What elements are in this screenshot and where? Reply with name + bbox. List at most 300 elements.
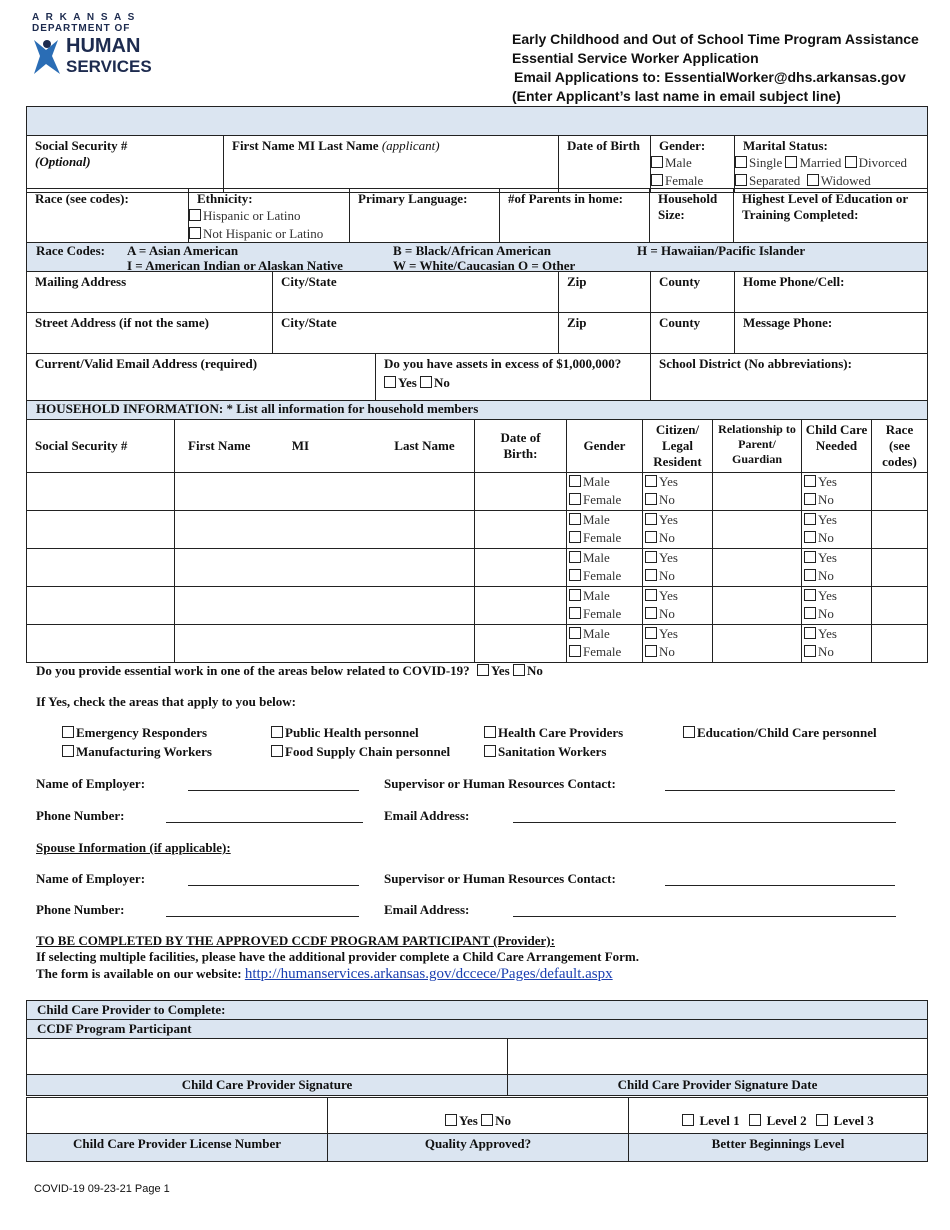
hh-childcare-opt-a — [804, 587, 869, 605]
spouse-heading: Spouse Information (if applicable): — [36, 840, 231, 855]
race-code-w: W = White/Caucasian O = Other — [393, 258, 576, 273]
hh-col-ssn — [27, 420, 175, 473]
hh-citizen-yes-label: Yes — [659, 550, 678, 565]
table-row — [27, 587, 928, 625]
hh-col-name — [175, 420, 475, 473]
hh-gender-male-label: Male — [583, 512, 610, 527]
area-2 — [484, 725, 623, 741]
provider-band-2-label: CCDF Program Participant — [37, 1021, 192, 1036]
area-3-label: Education/Child Care personnel — [697, 725, 877, 740]
ethnicity-cell — [189, 189, 350, 246]
separated-checkbox[interactable] — [735, 174, 747, 186]
quality-no-checkbox[interactable] — [481, 1114, 493, 1126]
signature-label-cell — [27, 1075, 508, 1096]
language-label: Primary Language: — [358, 191, 468, 206]
hh-dob-input[interactable] — [475, 473, 567, 511]
city-state-2-label: City/State — [281, 315, 337, 330]
provider-website-link[interactable]: http://humanservices.arkansas.gov/dccece/Pages/default.aspx — [244, 966, 613, 982]
hh-gender-opt-a — [569, 473, 640, 491]
area-6-checkbox[interactable] — [484, 745, 496, 757]
hh-citizen-no-checkbox[interactable] — [645, 531, 657, 543]
hh-gender-opt-a — [569, 511, 640, 529]
eth-hispanic-option — [189, 207, 347, 225]
hh-citizen-cell — [643, 625, 713, 663]
hh-childcare-no-label: No — [818, 492, 834, 507]
hh-citizen-no-checkbox[interactable] — [645, 569, 657, 581]
email-address-input[interactable] — [513, 822, 896, 823]
assets-no-checkbox[interactable] — [420, 376, 432, 388]
hh-childcare-yes-checkbox[interactable] — [804, 513, 816, 525]
county-cell[interactable] — [651, 272, 735, 313]
logo-line4: SERVICES — [66, 57, 152, 76]
assets-yes-label: Yes — [398, 375, 417, 390]
hh-col-childcare — [802, 420, 872, 473]
hh-gender-options — [569, 625, 640, 661]
hh-citizen-no-label: No — [659, 492, 675, 507]
hh-gender-cell — [567, 549, 643, 587]
hh-dob-input[interactable] — [475, 511, 567, 549]
hh-dob-input[interactable] — [475, 549, 567, 587]
hh-gender-opt-b — [569, 643, 640, 661]
eth-hispanic-checkbox[interactable] — [189, 209, 201, 221]
hh-childcare-options — [804, 625, 869, 661]
race-codes-label: Race Codes: — [36, 243, 105, 258]
household-size-cell[interactable] — [650, 189, 734, 246]
hh-citizen-yes-checkbox[interactable] — [645, 627, 657, 639]
education-label: Highest Level of Education or Training Completed: — [742, 191, 908, 222]
hh-childcare-opt-b — [804, 605, 869, 623]
single-label: Single — [749, 155, 783, 170]
hh-col-race-label: Race (see codes) — [882, 422, 917, 469]
spouse-employer-label: Name of Employer: — [36, 871, 146, 886]
signature-table — [26, 1038, 928, 1096]
hh-col-ssn-label: Social Security # — [35, 438, 128, 453]
hh-dob-input[interactable] — [475, 625, 567, 663]
city-state-cell[interactable] — [273, 272, 559, 313]
dob-cell[interactable] — [559, 136, 651, 193]
hh-ssn-input[interactable] — [27, 511, 175, 549]
hh-ssn-input[interactable] — [27, 549, 175, 587]
hh-childcare-cell — [802, 587, 872, 625]
widowed-label: Widowed — [820, 173, 871, 188]
married-label: Married — [799, 155, 842, 170]
race-codes-band — [26, 242, 928, 272]
area-2-label: Health Care Providers — [498, 725, 624, 740]
hh-gender-opt-b — [569, 605, 640, 623]
hh-gender-opt-b — [569, 529, 640, 547]
email-label: Current/Valid Email Address (required) — [35, 356, 258, 371]
hh-childcare-opt-b — [804, 529, 869, 547]
applicant-table — [26, 135, 928, 193]
household-band — [26, 400, 928, 420]
hh-childcare-yes-label: Yes — [818, 550, 837, 565]
page-footer: COVID-19 09-23-21 Page 1 — [34, 1183, 170, 1195]
race-code-h: H = Hawaiian/Pacific Islander — [637, 243, 806, 258]
logo-line2: DEPARTMENT OF — [32, 23, 131, 34]
hh-citizen-yes-checkbox[interactable] — [645, 589, 657, 601]
email-assets-table — [26, 353, 928, 401]
hh-childcare-no-label: No — [818, 606, 834, 621]
hh-citizen-opt-a — [645, 549, 710, 567]
hh-childcare-opt-a — [804, 473, 869, 491]
hh-childcare-no-checkbox[interactable] — [804, 493, 816, 505]
race-code-b: B = Black/African American — [393, 243, 551, 258]
hh-col-last-label: Last Name — [394, 438, 455, 453]
level3-label: Level 3 — [833, 1113, 874, 1128]
hh-citizen-opt-b — [645, 643, 710, 661]
quality-no-label: No — [495, 1113, 511, 1128]
divorced-label: Divorced — [858, 155, 907, 170]
gender-female-checkbox[interactable] — [651, 174, 663, 186]
license-input[interactable] — [27, 1098, 328, 1134]
hh-relationship-input[interactable] — [713, 587, 802, 625]
hh-col-citizen — [643, 420, 713, 473]
hh-gender-male-checkbox[interactable] — [569, 475, 581, 487]
hh-col-dob-label: Date of Birth: — [500, 430, 541, 461]
hh-childcare-no-checkbox[interactable] — [804, 607, 816, 619]
hh-gender-cell — [567, 587, 643, 625]
hh-citizen-options — [645, 549, 710, 585]
eth-hispanic-label: Hispanic or Latino — [203, 208, 301, 223]
hh-citizen-yes-checkbox[interactable] — [645, 513, 657, 525]
hh-gender-female-checkbox[interactable] — [569, 645, 581, 657]
hh-citizen-no-checkbox[interactable] — [645, 493, 657, 505]
hh-gender-female-checkbox[interactable] — [569, 569, 581, 581]
hh-gender-female-label: Female — [583, 606, 622, 621]
mailing-label: Mailing Address — [35, 274, 127, 289]
area-1 — [271, 725, 419, 741]
hh-gender-female-label: Female — [583, 530, 622, 545]
hh-citizen-opt-a — [645, 625, 710, 643]
hh-childcare-opt-a — [804, 549, 869, 567]
provider-heading: TO BE COMPLETED BY THE APPROVED CCDF PROGRAM PARTICIPANT (Provider): — [36, 933, 555, 948]
spouse-employer-input[interactable] — [188, 885, 359, 886]
hh-childcare-no-label: No — [818, 644, 834, 659]
zip-2-cell[interactable] — [559, 313, 651, 354]
hh-gender-cell — [567, 473, 643, 511]
name-cell[interactable] — [224, 136, 559, 193]
hh-citizen-opt-a — [645, 473, 710, 491]
supervisor-label: Supervisor or Human Resources Contact: — [384, 776, 616, 791]
hh-gender-female-checkbox[interactable] — [569, 607, 581, 619]
assets-options — [384, 374, 642, 392]
education-cell[interactable] — [734, 189, 928, 246]
spouse-email-label: Email Address: — [384, 902, 470, 917]
hh-childcare-cell — [802, 473, 872, 511]
hh-childcare-options — [804, 473, 869, 509]
hh-childcare-yes-label: Yes — [818, 626, 837, 641]
hh-race-input[interactable] — [872, 511, 928, 549]
hh-childcare-yes-label: Yes — [818, 512, 837, 527]
hh-col-mi-label: MI — [291, 438, 310, 453]
language-cell[interactable] — [350, 189, 500, 246]
hh-gender-opt-b — [569, 491, 640, 509]
area-3 — [683, 725, 877, 741]
hh-gender-options — [569, 549, 640, 585]
hh-childcare-yes-checkbox[interactable] — [804, 551, 816, 563]
area-6-label: Sanitation Workers — [498, 744, 607, 759]
covid-yes-label: Yes — [490, 663, 510, 678]
phone-label: Phone Number: — [36, 808, 125, 823]
hh-citizen-yes-checkbox[interactable] — [645, 475, 657, 487]
school-district-cell[interactable] — [651, 354, 928, 401]
hh-gender-cell — [567, 511, 643, 549]
hh-gender-male-checkbox[interactable] — [569, 589, 581, 601]
home-phone-cell[interactable] — [735, 272, 928, 313]
hh-name-input[interactable] — [175, 473, 475, 511]
hh-gender-male-label: Male — [583, 474, 610, 489]
home-phone-label: Home Phone/Cell: — [743, 274, 845, 289]
hh-ssn-input[interactable] — [27, 473, 175, 511]
parents-cell[interactable] — [500, 189, 650, 246]
assets-cell — [376, 354, 651, 401]
marital-label: Marital Status: — [743, 138, 828, 153]
hh-race-input[interactable] — [872, 587, 928, 625]
covid-question-row — [36, 663, 543, 679]
hh-childcare-no-label: No — [818, 530, 834, 545]
hh-race-input[interactable] — [872, 549, 928, 587]
hh-name-input[interactable] — [175, 625, 475, 663]
mailing-address-cell[interactable] — [27, 272, 273, 313]
hh-gender-opt-a — [569, 587, 640, 605]
hh-childcare-options — [804, 549, 869, 585]
hh-childcare-options — [804, 511, 869, 547]
provider-line2 — [36, 966, 613, 983]
race-label: Race (see codes): — [35, 191, 129, 206]
header-title: Early Childhood and Out of School Time Program Assistance — [512, 31, 919, 47]
name-applicant: (applicant) — [381, 138, 440, 153]
race-code-i: I = American Indian or Alaskan Native — [127, 258, 343, 273]
hh-childcare-cell — [802, 511, 872, 549]
assets-no-label: No — [434, 375, 450, 390]
hh-citizen-opt-b — [645, 605, 710, 623]
quality-yes-label: Yes — [459, 1113, 478, 1128]
name-label: First Name MI Last Name — [232, 138, 379, 153]
hh-citizen-yes-label: Yes — [659, 626, 678, 641]
street-address-cell[interactable] — [27, 313, 273, 354]
hh-childcare-yes-label: Yes — [818, 474, 837, 489]
hh-childcare-options — [804, 587, 869, 623]
area-4 — [62, 744, 212, 760]
hh-col-relationship-label: Relationship to Parent/ Guardian — [718, 422, 796, 466]
area-5-checkbox[interactable] — [271, 745, 283, 757]
top-band — [26, 106, 928, 136]
hh-ssn-input[interactable] — [27, 625, 175, 663]
hh-race-input[interactable] — [872, 473, 928, 511]
header-subtitle: Essential Service Worker Application — [512, 50, 759, 66]
address-table — [26, 271, 928, 354]
signature-input[interactable] — [27, 1039, 508, 1075]
marital-row1 — [735, 154, 925, 172]
hh-childcare-yes-checkbox[interactable] — [804, 627, 816, 639]
race-code-a: A = Asian American — [127, 243, 239, 258]
hh-ssn-input[interactable] — [27, 587, 175, 625]
divorced-checkbox[interactable] — [845, 156, 857, 168]
table-row — [27, 473, 928, 511]
zip-label: Zip — [567, 274, 587, 289]
level-options — [629, 1098, 928, 1134]
hh-childcare-opt-b — [804, 567, 869, 585]
area-1-checkbox[interactable] — [271, 726, 283, 738]
supervisor-input[interactable] — [665, 790, 895, 791]
spouse-email-input[interactable] — [513, 916, 896, 917]
hh-citizen-options — [645, 625, 710, 661]
hh-citizen-no-checkbox[interactable] — [645, 645, 657, 657]
hh-childcare-no-label: No — [818, 568, 834, 583]
county-label: County — [659, 274, 701, 289]
covid-yes-checkbox[interactable] — [477, 664, 489, 676]
hh-childcare-yes-label: Yes — [818, 588, 837, 603]
hh-citizen-yes-label: Yes — [659, 474, 678, 489]
signature-date-input[interactable] — [508, 1039, 928, 1075]
provider-line1: If selecting multiple facilities, please have the additional provider complete a Child Care Arrangement Form. — [36, 949, 639, 964]
dhs-logo — [32, 12, 162, 80]
household-table — [26, 419, 928, 663]
signature-date-label-cell — [508, 1075, 928, 1096]
household-subtitle: * List all information for household members — [226, 401, 479, 416]
email-address-label: Email Address: — [384, 808, 470, 823]
table-row — [27, 549, 928, 587]
quality-options — [328, 1098, 629, 1134]
city-state-label: City/State — [281, 274, 337, 289]
email-cell[interactable] — [27, 354, 376, 401]
parents-label: #of Parents in home: — [508, 191, 623, 206]
table-row — [27, 511, 928, 549]
area-3-checkbox[interactable] — [683, 726, 695, 738]
message-phone-cell[interactable] — [735, 313, 928, 354]
gender-male-checkbox[interactable] — [651, 156, 663, 168]
hh-citizen-no-label: No — [659, 568, 675, 583]
hh-gender-female-checkbox[interactable] — [569, 531, 581, 543]
hh-childcare-no-checkbox[interactable] — [804, 531, 816, 543]
hh-gender-cell — [567, 625, 643, 663]
zip-2-label: Zip — [567, 315, 587, 330]
household-header-row — [27, 420, 928, 473]
employer-input[interactable] — [188, 790, 359, 791]
area-0-label: Emergency Responders — [76, 725, 208, 740]
spouse-phone-input[interactable] — [166, 916, 359, 917]
spouse-phone-label: Phone Number: — [36, 902, 125, 917]
quality-yes-checkbox[interactable] — [445, 1114, 457, 1126]
hh-childcare-no-checkbox[interactable] — [804, 569, 816, 581]
hh-gender-male-checkbox[interactable] — [569, 627, 581, 639]
hh-gender-male-label: Male — [583, 588, 610, 603]
covid-no-checkbox[interactable] — [513, 664, 525, 676]
hh-citizen-opt-b — [645, 567, 710, 585]
hh-citizen-cell — [643, 511, 713, 549]
ssn-label: Social Security # — [35, 138, 128, 153]
hh-gender-female-label: Female — [583, 568, 622, 583]
area-2-checkbox[interactable] — [484, 726, 496, 738]
hh-childcare-cell — [802, 549, 872, 587]
level3-checkbox[interactable] — [816, 1114, 828, 1126]
hh-relationship-input[interactable] — [713, 549, 802, 587]
form-header — [512, 30, 919, 106]
spouse-supervisor-label: Supervisor or Human Resources Contact: — [384, 871, 616, 886]
quality-label: Quality Approved? — [424, 1136, 532, 1151]
hh-gender-opt-a — [569, 625, 640, 643]
signature-label: Child Care Provider Signature — [181, 1077, 353, 1092]
covid-question: Do you provide essential work in one of the areas below related to COVID-19? — [36, 663, 470, 678]
eth-not-hispanic-checkbox[interactable] — [189, 227, 201, 239]
hh-relationship-input[interactable] — [713, 473, 802, 511]
hh-race-input[interactable] — [872, 625, 928, 663]
level2-checkbox[interactable] — [749, 1114, 761, 1126]
hh-childcare-no-checkbox[interactable] — [804, 645, 816, 657]
phone-input[interactable] — [166, 822, 363, 823]
area-5-label: Food Supply Chain personnel — [285, 744, 451, 759]
hh-gender-male-checkbox[interactable] — [569, 551, 581, 563]
license-label: Child Care Provider License Number — [73, 1136, 281, 1151]
level1-checkbox[interactable] — [682, 1114, 694, 1126]
bb-level-label-cell — [629, 1134, 928, 1162]
county-2-cell[interactable] — [651, 313, 735, 354]
gender-label: Gender: — [659, 138, 706, 153]
ssn-optional — [35, 154, 91, 169]
hh-relationship-input[interactable] — [713, 511, 802, 549]
hh-relationship-input[interactable] — [713, 625, 802, 663]
hh-citizen-cell — [643, 473, 713, 511]
hh-col-race — [872, 420, 928, 473]
hh-citizen-no-label: No — [659, 530, 675, 545]
area-0-checkbox[interactable] — [62, 726, 74, 738]
hh-citizen-cell — [643, 549, 713, 587]
gender-cell — [651, 136, 735, 193]
ssn-optional-text: (Optional) — [35, 154, 91, 169]
zip-cell[interactable] — [559, 272, 651, 313]
street-label: Street Address (if not the same) — [35, 315, 209, 330]
hh-dob-input[interactable] — [475, 587, 567, 625]
area-6 — [484, 744, 606, 760]
provider-band-2 — [26, 1019, 928, 1039]
assets-yes-checkbox[interactable] — [384, 376, 396, 388]
hh-col-gender — [567, 420, 643, 473]
area-4-checkbox[interactable] — [62, 745, 74, 757]
county-2-label: County — [659, 315, 701, 330]
hh-childcare-yes-checkbox[interactable] — [804, 475, 816, 487]
applicant-table-2 — [26, 188, 928, 246]
dob-label: Date of Birth — [567, 138, 640, 153]
message-phone-label: Message Phone: — [743, 315, 833, 330]
spouse-supervisor-input[interactable] — [665, 885, 895, 886]
hh-gender-female-checkbox[interactable] — [569, 493, 581, 505]
hh-citizen-yes-checkbox[interactable] — [645, 551, 657, 563]
header-email: Email Applications to: EssentialWorker@dhs.arkansas.gov — [514, 69, 906, 85]
hh-name-input[interactable] — [175, 549, 475, 587]
area-1-label: Public Health personnel — [285, 725, 419, 740]
widowed-checkbox[interactable] — [807, 174, 819, 186]
covid-ifyes: If Yes, check the areas that apply to you below: — [36, 694, 296, 709]
hh-citizen-no-checkbox[interactable] — [645, 607, 657, 619]
hh-gender-options — [569, 473, 640, 509]
hh-childcare-yes-checkbox[interactable] — [804, 589, 816, 601]
gender-female-label: Female — [665, 173, 704, 188]
hh-name-input[interactable] — [175, 587, 475, 625]
married-checkbox[interactable] — [785, 156, 797, 168]
provider-line2-text: The form is available on our website: — [36, 966, 242, 981]
city-state-2-cell[interactable] — [273, 313, 559, 354]
hh-gender-opt-b — [569, 567, 640, 585]
hh-gender-options — [569, 511, 640, 547]
single-checkbox[interactable] — [735, 156, 747, 168]
race-cell[interactable] — [27, 189, 189, 246]
hh-name-input[interactable] — [175, 511, 475, 549]
ssn-cell[interactable] — [27, 136, 224, 193]
table-row — [27, 625, 928, 663]
hh-gender-male-checkbox[interactable] — [569, 513, 581, 525]
eth-not-hispanic-option — [189, 225, 347, 243]
ethnicity-label: Ethnicity: — [197, 191, 253, 206]
